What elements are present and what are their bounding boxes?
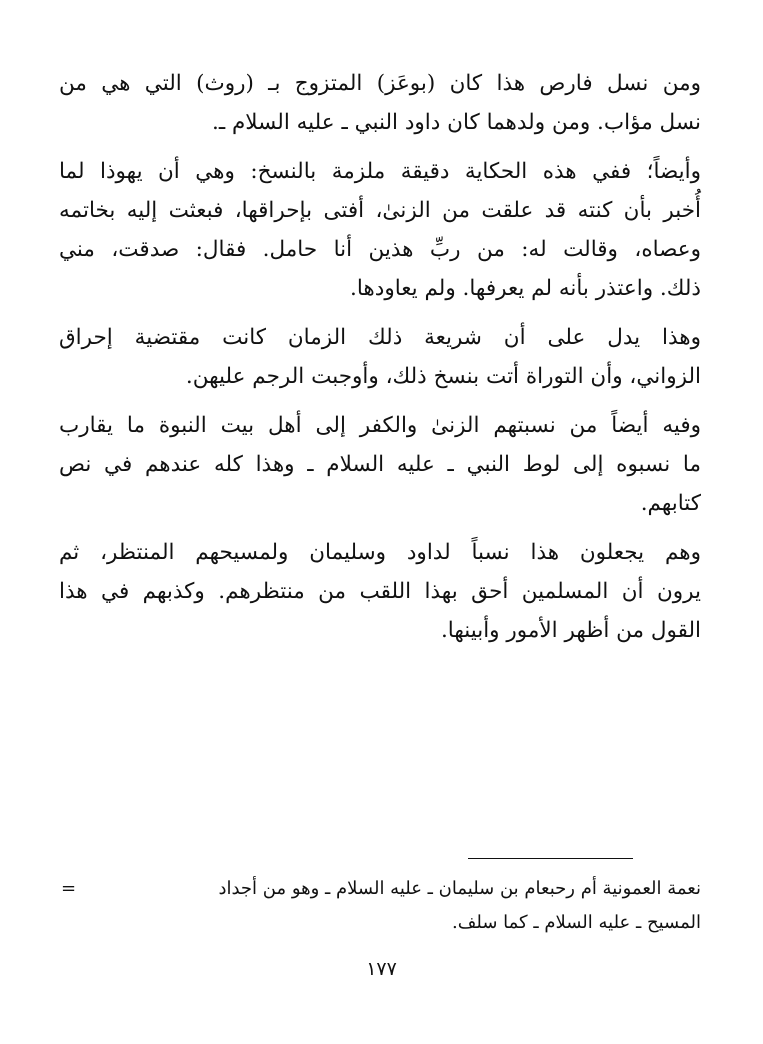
text-line: وفيه أيضاً من نسبتهم الزنىٰ والكفر إلى أهل بيت النبوة ما يقارب bbox=[59, 413, 701, 438]
paragraph-5 bbox=[59, 533, 701, 650]
footnote-divider bbox=[468, 858, 633, 859]
paragraph-3 bbox=[59, 318, 701, 396]
paragraph-2 bbox=[59, 152, 701, 308]
page-number: ١٧٧ bbox=[366, 958, 397, 980]
main-text bbox=[59, 64, 701, 660]
text-line: وهذا يدل على أن شريعة ذلك الزمان كانت مقتضية إحراق bbox=[59, 325, 701, 350]
text-line: ومن نسل فارص هذا كان (بوعَز) المتزوج بـ (روث) التي هي من bbox=[59, 71, 701, 96]
text-line: ذلك. واعتذر بأنه لم يعرفها. ولم يعاودها. bbox=[350, 276, 701, 301]
footnote bbox=[59, 872, 701, 940]
text-line: وهم يجعلون هذا نسباً لداود وسليمان ولمسيحهم المنتظر، ثم bbox=[59, 540, 701, 565]
text-line: وأيضاً؛ ففي هذه الحكاية دقيقة ملزمة بالنسخ: وهي أن يهوذا لما bbox=[59, 159, 701, 184]
paragraph-1 bbox=[59, 64, 701, 142]
text-line: يرون أن المسلمين أحق بهذا اللقب من منتظرهم. وكذبهم في هذا bbox=[59, 579, 701, 604]
text-line: أُخبر بأن كنته قد علقت من الزنىٰ، أفتى بإحراقها، فبعثت إليه بخاتمه bbox=[59, 198, 701, 223]
text-line: نسل مؤاب. ومن ولدهما كان داود النبي ـ عليه السلام ـ. bbox=[212, 110, 701, 135]
text-line: ما نسبوه إلى لوط النبي ـ عليه السلام ـ وهذا كله عندهم في نص bbox=[59, 452, 701, 477]
text-line: كتابهم. bbox=[640, 491, 701, 516]
footnote-line: نعمة العمونية أم رحبعام بن سليمان ـ عليه السلام ـ وهو من أجداد bbox=[218, 878, 701, 899]
footnote-line: المسيح ـ عليه السلام ـ كما سلف. bbox=[452, 912, 701, 933]
footnote-marker: = bbox=[61, 878, 77, 899]
text-line: الزواني، وأن التوراة أتت بنسخ ذلك، وأوجبت الرجم عليهن. bbox=[185, 364, 701, 389]
text-line: القول من أظهر الأمور وأبينها. bbox=[440, 618, 701, 643]
paragraph-4 bbox=[59, 406, 701, 523]
text-line: وعصاه، وقالت له: من ربِّ هذين أنا حامل. فقال: صدقت، مني bbox=[59, 237, 701, 262]
